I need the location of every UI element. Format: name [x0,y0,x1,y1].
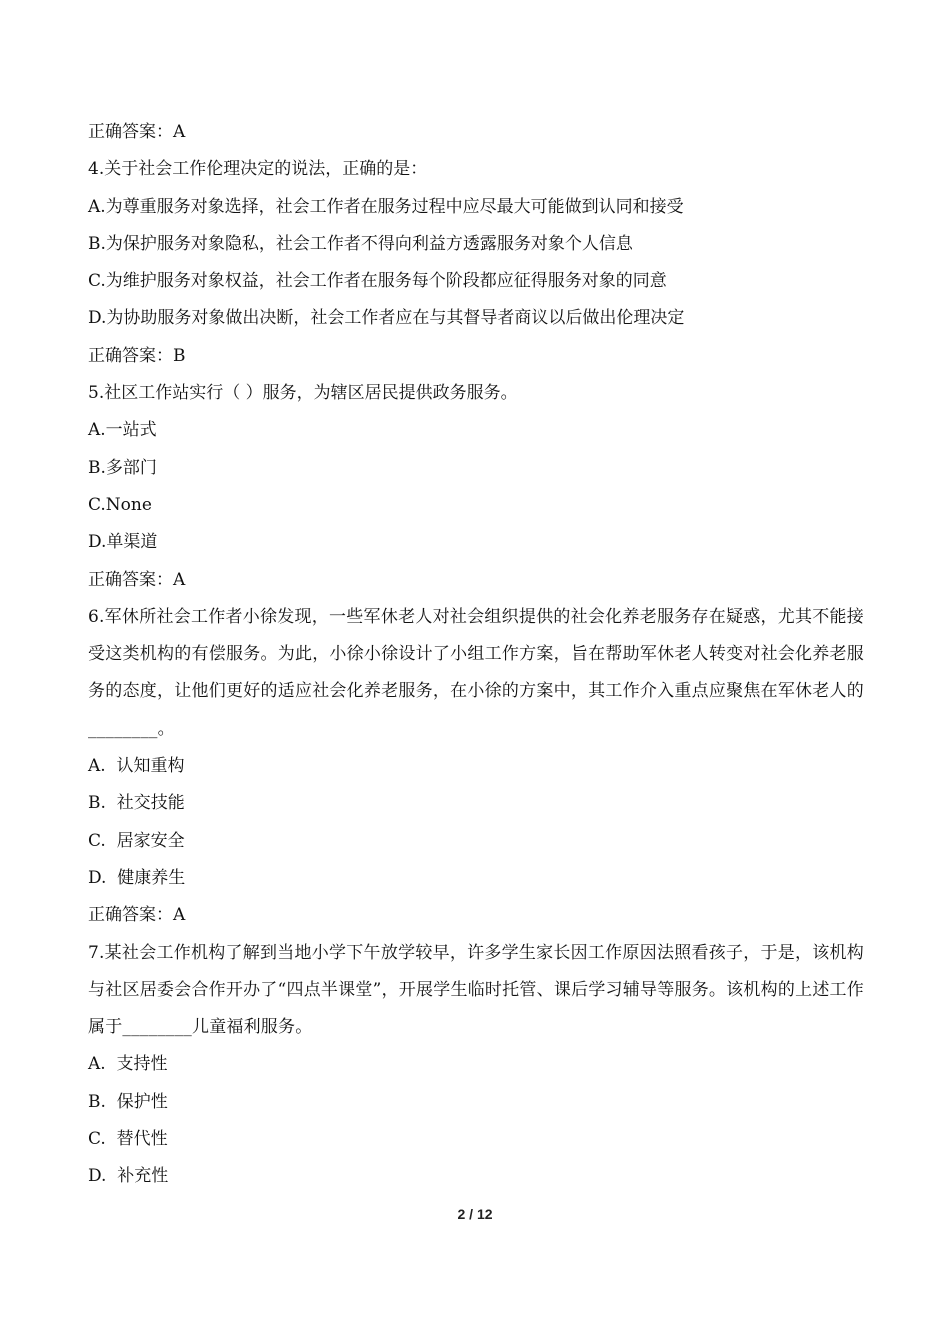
question-6-stem: 6.军休所社会工作者小徐发现，一些军休老人对社会组织提供的社会化养老服务存在疑惑，尤其不能接受这类机构的有偿服务。为此，小徐小徐设计了小组工作方案，旨在帮助军休老人转变对社会化养老服务的态度，让他们更好的适应社会化养老服务，在小徐的方案中，其工作介入重点应聚焦在军休老人的________。 [88,606,864,739]
question-5-option-d: D.单渠道 [88,532,158,553]
question-6-option-a: A. 认知重构 [88,756,185,777]
question-5-answer: 正确答案：A [88,569,186,590]
question-5-option-b: B.多部门 [88,457,157,478]
question-4-option-c: C.为维护服务对象权益，社会工作者在服务每个阶段都应征得服务对象的同意 [88,271,667,292]
question-7-option-c: C. 替代性 [88,1129,168,1150]
question-7-option-b: B. 保护性 [88,1091,168,1112]
question-7-option-a: A. 支持性 [88,1054,168,1075]
question-7-option-d: D. 补充性 [88,1166,169,1187]
question-5-stem: 5.社区工作站实行（ ）服务，为辖区居民提供政务服务。 [88,383,518,404]
answer-line: 正确答案：A [88,122,186,142]
question-7-stem: 7.某社会工作机构了解到当地小学下午放学较早，许多学生家长因工作原因法照看孩子，于是，该机构与社区居委会合作开办了“四点半课堂”，开展学生临时托管、课后学习辅导等服务。该机构的上述工作属于________儿童福利服务。 [88,942,864,1038]
question-5-option-a: A.一站式 [88,420,157,441]
document-page [88,114,864,1196]
question-6-answer: 正确答案：A [88,905,186,926]
question-4-option-a: A.为尊重服务对象选择，社会工作者在服务过程中应尽最大可能做到认同和接受 [88,196,684,217]
question-6-option-b: B. 社交技能 [88,793,185,814]
question-5-option-c: C.None [88,494,152,515]
question-6-option-d: D. 健康养生 [88,867,186,888]
question-4-option-d: D.为协助服务对象做出决断，社会工作者应在与其督导者商议以后做出伦理决定 [88,308,685,329]
question-4-option-b: B.为保护服务对象隐私，社会工作者不得向利益方透露服务对象个人信息 [88,233,633,254]
page-number: 2 / 12 [457,1206,493,1222]
question-6-option-c: C. 居家安全 [88,830,185,851]
question-4-stem: 4.关于社会工作伦理决定的说法，正确的是： [88,159,428,180]
question-4-answer: 正确答案：B [88,345,186,366]
